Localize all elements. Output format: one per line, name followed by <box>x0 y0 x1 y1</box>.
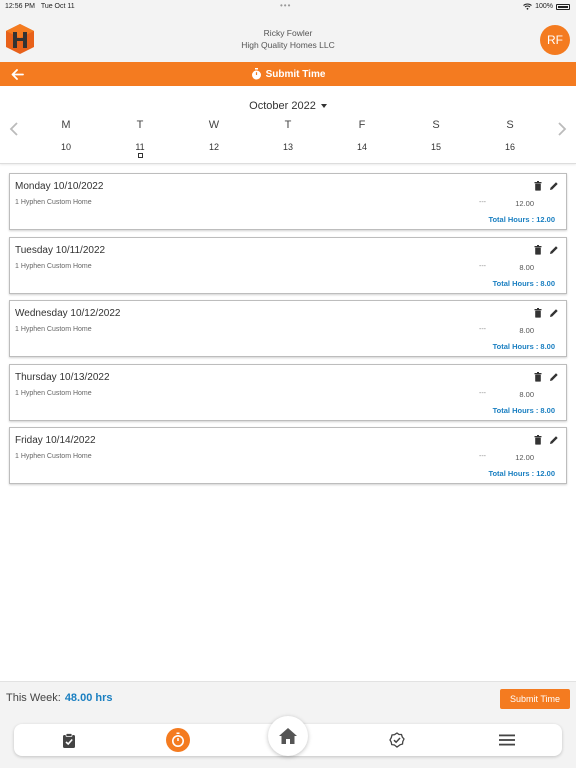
tab-home[interactable] <box>268 716 308 756</box>
menu-icon <box>499 734 515 746</box>
app-header <box>0 14 576 62</box>
battery-icon <box>556 4 570 10</box>
company-name: High Quality Homes LLC <box>241 40 335 50</box>
entry-task: --- <box>479 199 486 206</box>
entry-task: --- <box>479 262 486 270</box>
trash-icon[interactable] <box>533 245 543 255</box>
pencil-icon[interactable] <box>549 245 559 255</box>
pencil-icon[interactable] <box>549 372 559 382</box>
month-label: October 2022 <box>249 100 316 112</box>
day-of-week: W <box>208 119 220 131</box>
status-bar <box>0 0 576 14</box>
entry-date: Thursday 10/13/2022 <box>15 371 110 383</box>
trash-icon[interactable] <box>533 181 543 191</box>
status-time: 12:56 PM Tue Oct 11 <box>5 3 75 10</box>
entry-total-hours: Total Hours : 12.00 <box>488 469 555 478</box>
entry-total-hours: Total Hours : 12.00 <box>488 215 555 224</box>
today-marker-icon <box>138 153 143 158</box>
entry-project: 1 Hyphen Custom Home <box>15 262 92 270</box>
bottom-navigation <box>0 714 576 768</box>
entry-task: --- <box>479 453 486 460</box>
time-entry-card[interactable] <box>9 173 567 230</box>
multitasking-dots[interactable]: ••• <box>280 1 292 10</box>
stopwatch-icon <box>166 728 190 752</box>
wifi-icon <box>523 3 532 10</box>
day-of-week: T <box>136 119 144 131</box>
day-of-week: M <box>61 119 71 131</box>
day-of-week: S <box>432 119 440 131</box>
page-title-label: Submit Time <box>265 68 326 80</box>
week-label-text: This Week: <box>6 692 61 704</box>
day-number: 15 <box>430 142 441 152</box>
entry-project: 1 Hyphen Custom Home <box>15 326 92 333</box>
entry-task: --- <box>479 326 486 333</box>
day-number: 12 <box>208 142 219 152</box>
entry-date: Tuesday 10/11/2022 <box>15 244 106 256</box>
time-entry-card[interactable] <box>9 364 567 421</box>
entry-total-hours: Total Hours : 8.00 <box>492 278 555 288</box>
month-selector[interactable] <box>0 100 576 112</box>
week-total-label <box>6 692 113 704</box>
page-title <box>0 68 576 80</box>
entry-date: Wednesday 10/12/2022 <box>15 308 121 319</box>
pencil-icon[interactable] <box>549 181 559 191</box>
entry-date: Monday 10/10/2022 <box>15 181 104 192</box>
day-number: 10 <box>60 142 71 152</box>
entry-task: --- <box>479 389 486 397</box>
status-right <box>523 3 570 10</box>
entry-date: Friday 10/14/2022 <box>15 435 96 446</box>
pencil-icon[interactable] <box>549 308 559 318</box>
tab-time[interactable] <box>166 728 190 752</box>
trash-icon[interactable] <box>533 435 543 445</box>
day-number: 16 <box>504 142 515 152</box>
pencil-icon[interactable] <box>549 435 559 445</box>
day-number: 14 <box>356 142 367 152</box>
day-of-week: F <box>358 119 366 131</box>
entry-project: 1 Hyphen Custom Home <box>15 199 92 206</box>
chevron-right-icon[interactable] <box>556 122 568 136</box>
entry-hours: 8.00 <box>519 262 534 272</box>
day-of-week: S <box>506 119 514 131</box>
entry-hours: 8.00 <box>519 389 534 399</box>
tab-tasks[interactable] <box>59 730 79 750</box>
badge-check-icon <box>389 732 405 748</box>
entry-total-hours: Total Hours : 8.00 <box>492 405 555 415</box>
week-calendar <box>0 86 576 164</box>
time-entry-card[interactable] <box>9 237 567 294</box>
entry-project: 1 Hyphen Custom Home <box>15 389 92 397</box>
trash-icon[interactable] <box>533 372 543 382</box>
page-toolbar <box>0 62 576 86</box>
tab-approvals[interactable] <box>387 730 407 750</box>
time-entry-list <box>9 173 567 491</box>
user-name: Ricky Fowler <box>263 28 313 38</box>
calendar-day[interactable] <box>421 119 451 152</box>
submit-time-button[interactable]: Submit Time <box>500 689 570 709</box>
home-icon <box>278 727 298 745</box>
entry-hours: 8.00 <box>519 326 534 335</box>
time-entry-card[interactable] <box>9 300 567 357</box>
calendar-day-selected[interactable] <box>125 119 155 158</box>
trash-icon[interactable] <box>533 308 543 318</box>
day-of-week: T <box>284 119 292 131</box>
day-number: 11 <box>135 142 145 152</box>
entry-hours: 12.00 <box>515 453 534 462</box>
week-total-value: 48.00 hrs <box>64 692 113 704</box>
avatar[interactable]: RF <box>540 25 570 55</box>
calendar-day[interactable] <box>347 119 377 152</box>
day-number: 13 <box>282 142 293 152</box>
tab-bar <box>14 724 562 756</box>
entry-total-hours: Total Hours : 8.00 <box>492 342 555 351</box>
entry-project: 1 Hyphen Custom Home <box>15 453 92 460</box>
calendar-day[interactable] <box>495 119 525 152</box>
clipboard-check-icon <box>62 733 76 748</box>
calendar-day[interactable] <box>273 119 303 152</box>
calendar-day[interactable] <box>51 119 81 152</box>
caret-down-icon <box>321 104 327 108</box>
calendar-day[interactable] <box>199 119 229 152</box>
chevron-left-icon[interactable] <box>8 122 20 136</box>
battery-percent: 100% <box>535 3 553 10</box>
header-titles <box>0 27 576 51</box>
stopwatch-icon <box>251 68 262 80</box>
time-entry-card[interactable] <box>9 427 567 484</box>
entry-hours: 12.00 <box>515 199 534 208</box>
tab-menu[interactable] <box>497 730 517 750</box>
week-summary-bar <box>0 681 576 714</box>
